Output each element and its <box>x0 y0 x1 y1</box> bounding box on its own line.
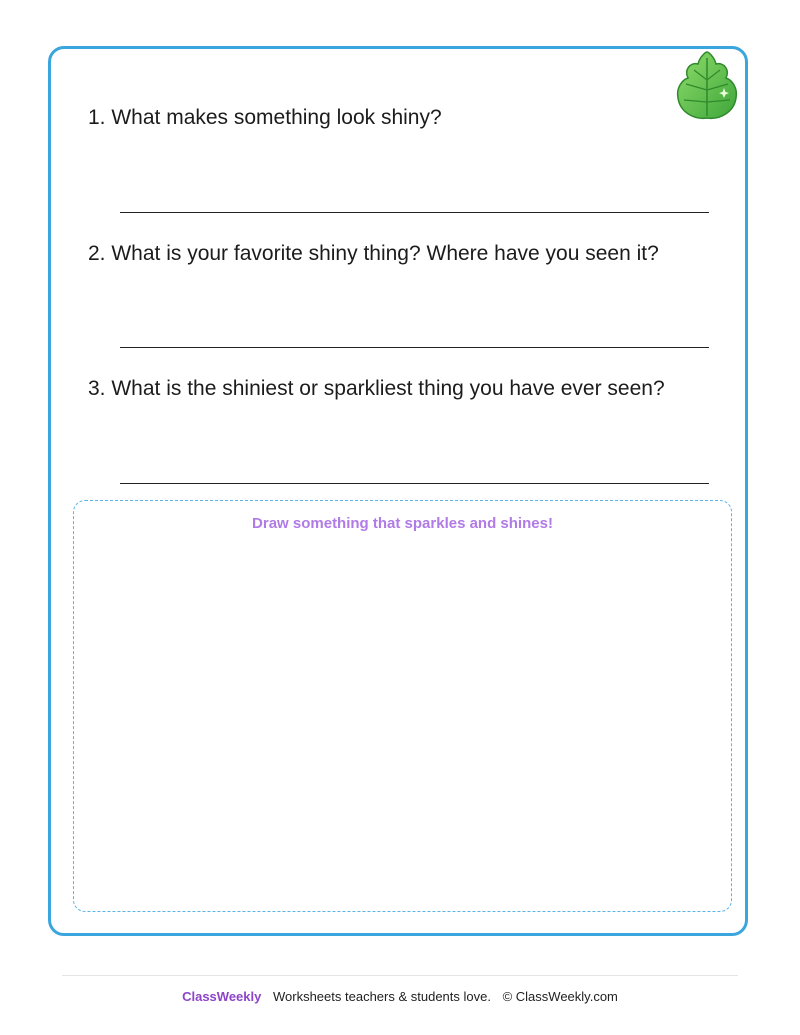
footer-brand: ClassWeekly <box>182 989 262 1004</box>
footer <box>0 989 800 1004</box>
answer-line-1[interactable] <box>120 212 709 213</box>
drawing-area[interactable] <box>73 500 732 912</box>
footer-tagline: Worksheets teachers & students love. <box>272 989 491 1004</box>
drawing-prompt: Draw something that sparkles and shines! <box>252 515 553 532</box>
footer-divider <box>62 975 738 976</box>
footer-copyright: © ClassWeekly.com <box>502 989 618 1004</box>
question-1: 1. What makes something look shiny? <box>88 106 442 129</box>
answer-line-2[interactable] <box>120 347 709 348</box>
question-2: 2. What is your favorite shiny thing? Where have you seen it? <box>88 242 659 265</box>
question-3: 3. What is the shiniest or sparkliest thing you have ever seen? <box>88 377 665 400</box>
answer-line-3[interactable] <box>120 483 709 484</box>
